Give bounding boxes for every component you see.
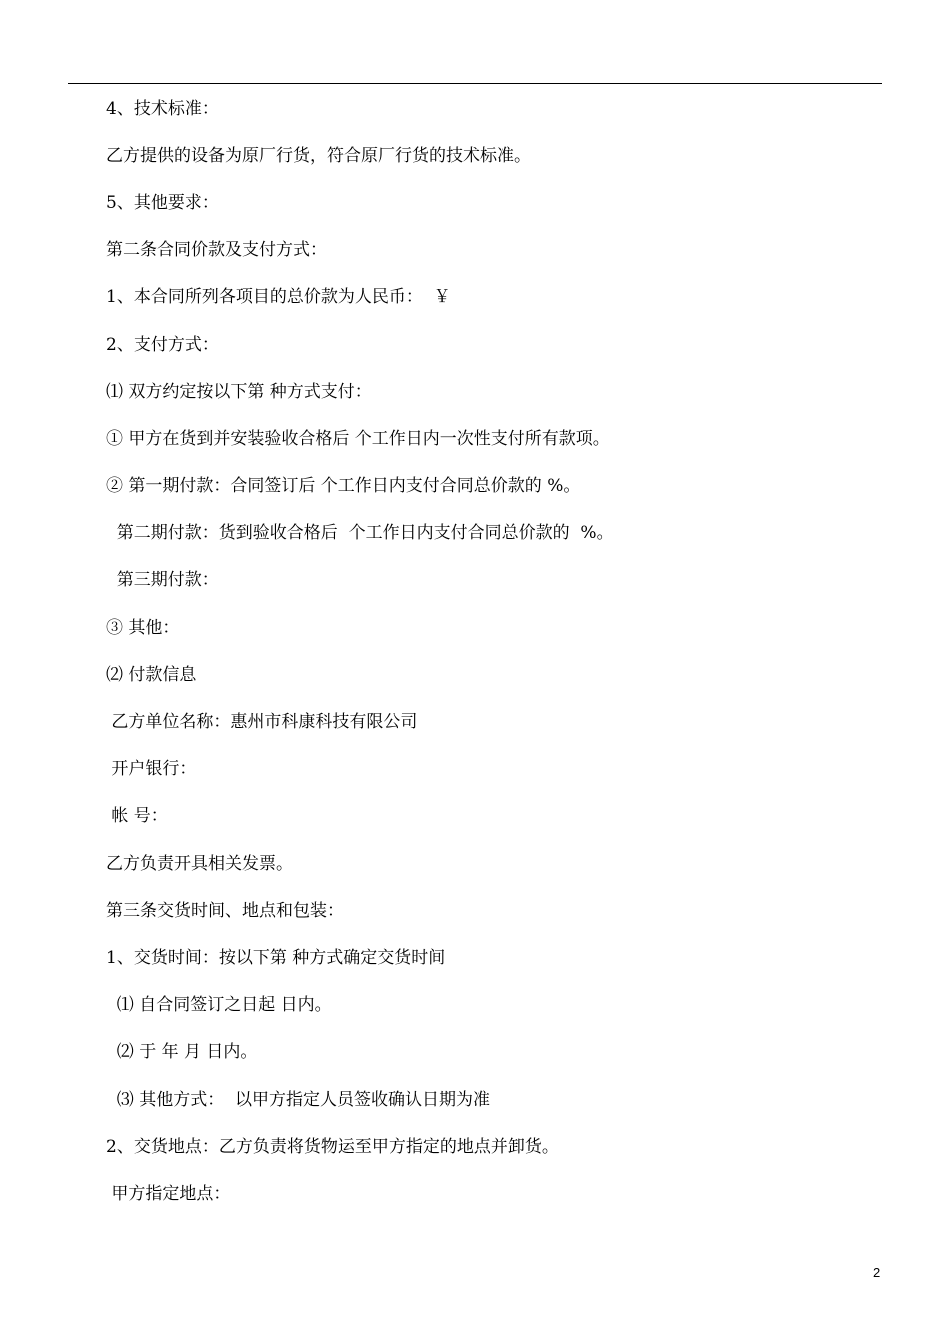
text-line: 开户银行：: [106, 759, 197, 779]
header-rule: [68, 83, 882, 84]
text-line: ② 第一期付款：合同签订后 个工作日内支付合同总价款的 %。: [106, 476, 581, 496]
text-line: 2、交货地点：乙方负责将货物运至甲方指定的地点并卸货。: [106, 1137, 559, 1157]
text-line: 1、交货时间：按以下第 种方式确定交货时间: [106, 948, 446, 968]
text-line: 第二期付款：货到验收合格后 个工作日内支付合同总价款的 %。: [106, 523, 614, 543]
text-line: ⑶ 其他方式： 以甲方指定人员签收确认日期为准: [106, 1090, 491, 1110]
text-line: ⑵ 于 年 月 日内。: [106, 1042, 258, 1062]
text-line: 2、支付方式：: [106, 335, 219, 355]
text-line: 1、本合同所列各项目的总价款为人民币： ￥: [106, 287, 451, 307]
text-line: 4、技术标准：: [106, 99, 219, 119]
page-number: 2: [873, 1265, 881, 1280]
text-line: ⑴ 双方约定按以下第 种方式支付：: [106, 382, 372, 402]
text-line: 乙方单位名称：惠州市科康科技有限公司: [106, 712, 418, 732]
text-line: ③ 其他：: [106, 618, 180, 638]
text-line: 帐 号：: [106, 806, 168, 826]
text-line: ⑵ 付款信息: [106, 665, 197, 685]
text-line: 乙方提供的设备为原厂行货，符合原厂行货的技术标准。: [106, 146, 531, 166]
text-line: 第三期付款：: [106, 570, 219, 590]
text-line: 5、其他要求：: [106, 193, 219, 213]
text-line: ⑴ 自合同签订之日起 日内。: [106, 995, 332, 1015]
text-line: 第三条交货时间、地点和包装：: [106, 901, 344, 921]
text-line: ① 甲方在货到并安装验收合格后 个工作日内一次性支付所有款项。: [106, 429, 610, 449]
text-line: 第二条合同价款及支付方式：: [106, 240, 327, 260]
text-line: 乙方负责开具相关发票。: [106, 854, 293, 874]
text-line: 甲方指定地点：: [106, 1184, 231, 1204]
